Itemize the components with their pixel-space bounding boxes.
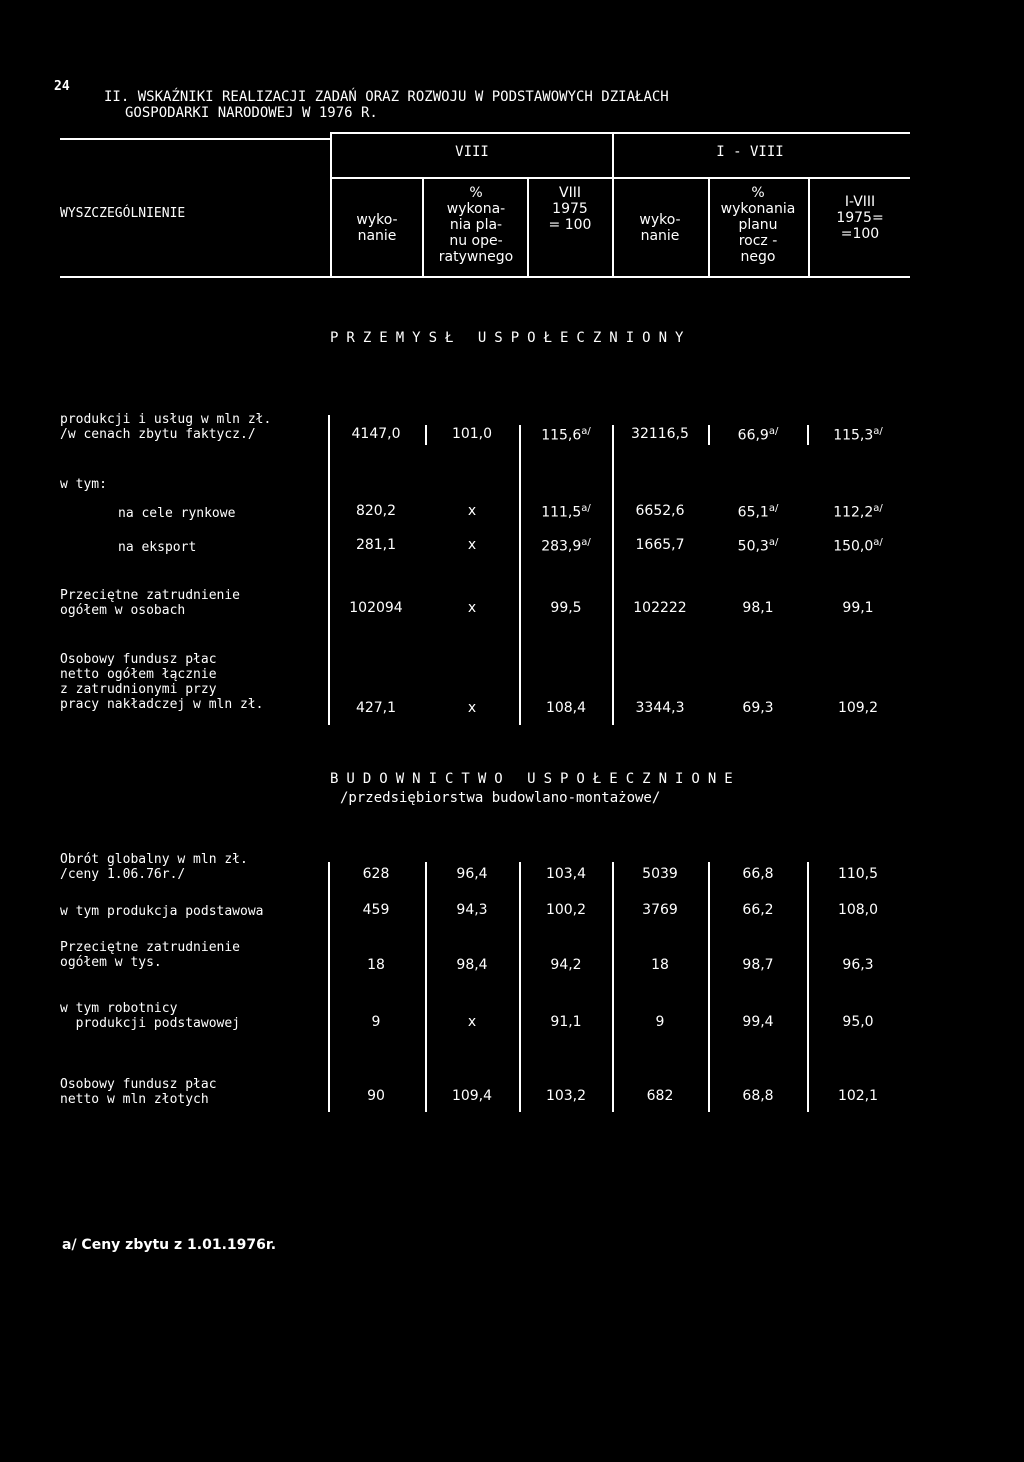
header-vline-group	[612, 132, 614, 278]
s1-row-label: na eksport	[118, 540, 197, 555]
s1-cell: $115,3^{a/}$	[833, 426, 883, 444]
s2-cell: 91,1	[550, 1014, 582, 1030]
header-c4: wyko- nanie	[639, 212, 681, 244]
s2-cell: 66,8	[742, 866, 774, 882]
s2-cell: 94,3	[456, 902, 488, 918]
s2-cell: 18	[651, 957, 669, 973]
s2-cell: 98,7	[742, 957, 774, 973]
s2-cell: 9	[655, 1014, 665, 1030]
s2-cell: 96,4	[456, 866, 488, 882]
page-title-line1: II. WSKAŹNIKI REALIZACJI ZADAŃ ORAZ ROZWOJU W PODSTAWOWYCH DZIAŁACH	[104, 89, 669, 105]
s2-row-label: w tym robotnicy produkcji podstawowej	[60, 1001, 241, 1031]
header-top-rule-left	[60, 138, 330, 140]
s1-cell: 3344,3	[635, 700, 685, 716]
s2-row-label: Przeciętne zatrudnienie ogółem w tys.	[60, 940, 241, 970]
s1-cell: $150,0^{a/}$	[833, 537, 883, 555]
s2-cell: 102,1	[837, 1088, 879, 1104]
s1-cell: $283,9^{a/}$	[541, 537, 591, 555]
s1-cell: 99,1	[842, 600, 874, 616]
s1-cell: $65,1^{a/}$	[737, 503, 779, 521]
s2-cell: 66,2	[742, 902, 774, 918]
s2-vline-3	[612, 862, 614, 1112]
header-c3: VIII 1975 = 100	[548, 185, 592, 233]
header-col-label: WYSZCZEGÓLNIENIE	[60, 206, 186, 221]
s1-cell: 32116,5	[631, 426, 689, 442]
s1-cell: x	[467, 600, 477, 616]
s1-cell: x	[467, 537, 477, 553]
s1-cell: $112,2^{a/}$	[833, 503, 883, 521]
s1-vline-0	[328, 415, 330, 725]
s1-cell: 4147,0	[351, 426, 401, 442]
s1-row-label: produkcji i usług w mln zł. /w cenach zbytu faktycz./	[60, 412, 272, 442]
s1-row-label: w tym:	[60, 477, 107, 492]
s2-row-label: w tym produkcja podstawowa	[60, 904, 264, 919]
header-vline-0	[330, 132, 332, 278]
s2-cell: 9	[371, 1014, 381, 1030]
s2-cell: 103,2	[545, 1088, 587, 1104]
s1-cell: $115,6^{a/}$	[541, 426, 591, 444]
s2-cell: 5039	[642, 866, 678, 882]
s2-vline-0	[328, 862, 330, 1112]
s1-cell: 108,4	[545, 700, 587, 716]
s2-cell: 68,8	[742, 1088, 774, 1104]
s2-vline-1	[425, 862, 427, 1112]
s1-vline-3	[612, 425, 614, 725]
s2-cell: 103,4	[545, 866, 587, 882]
header-c5: % wykonania planu rocz - nego	[720, 185, 796, 265]
s1-cell: 427,1	[355, 700, 397, 716]
header-c6: I-VIII 1975= =100	[836, 194, 884, 242]
s2-vline-2	[519, 862, 521, 1112]
s2-row-label: Osobowy fundusz płac netto w mln złotych	[60, 1077, 217, 1107]
s1-row-label: Osobowy fundusz płac netto ogółem łącznie z zatrudnionymi przy pracy nakładczej w mln zł.	[60, 652, 264, 712]
s1-vline-2	[519, 425, 521, 725]
s1-cell: 98,1	[742, 600, 774, 616]
s2-cell: 682	[646, 1088, 674, 1104]
s1-cell: 109,2	[837, 700, 879, 716]
s1-cell: 281,1	[355, 537, 397, 553]
s2-cell: 109,4	[451, 1088, 493, 1104]
s1-cell: 101,0	[451, 426, 493, 442]
s1-cell: 99,5	[550, 600, 582, 616]
s1-row-label: Przeciętne zatrudnienie ogółem w osobach	[60, 588, 241, 618]
s2-cell: 3769	[642, 902, 678, 918]
header-top-rule	[330, 132, 910, 134]
s2-cell: 90	[367, 1088, 385, 1104]
header-group-i-viii: I - VIII	[716, 144, 784, 160]
s2-cell: 94,2	[550, 957, 582, 973]
s2-cell: 459	[362, 902, 390, 918]
s2-cell: 100,2	[545, 902, 587, 918]
s2-vline-4	[708, 862, 710, 1112]
s2-cell: 95,0	[842, 1014, 874, 1030]
header-group-viii: VIII	[455, 144, 489, 160]
s1-cell: x	[467, 503, 477, 519]
s1-cell: 6652,6	[635, 503, 685, 519]
s2-row-label: Obrót globalny w mln zł. /ceny 1.06.76r./	[60, 852, 248, 882]
s1-cell: $50,3^{a/}$	[737, 537, 779, 555]
s2-vline-5	[807, 862, 809, 1112]
footnote: a/ Ceny zbytu z 1.01.1976r.	[62, 1237, 277, 1253]
s2-cell: 96,3	[842, 957, 874, 973]
s2-cell: x	[467, 1014, 477, 1030]
header-bottom-rule	[60, 276, 910, 278]
s1-cell: 102222	[633, 600, 687, 616]
s2-cell: 98,4	[456, 957, 488, 973]
s2-cell: 99,4	[742, 1014, 774, 1030]
section2-title: BUDOWNICTWO USPOŁECZNIONE	[330, 771, 741, 787]
s1-cell: 1665,7	[635, 537, 685, 553]
section2-subtitle: /przedsiębiorstwa budowlano-montażowe/	[340, 790, 661, 806]
header-mid-rule	[330, 177, 910, 179]
s1-cell: 820,2	[355, 503, 397, 519]
s2-cell: 110,5	[837, 866, 879, 882]
page-title-line2: GOSPODARKI NARODOWEJ W 1976 R.	[125, 105, 378, 121]
s1-cell: $66,9^{a/}$	[737, 426, 779, 444]
header-c1: wyko- nanie	[356, 212, 398, 244]
header-c2: % wykona- nia pla- nu ope- ratywnego	[438, 185, 514, 265]
s1-cell: 69,3	[742, 700, 774, 716]
s1-row-label: na cele rynkowe	[118, 506, 236, 521]
s1-cell: $111,5^{a/}$	[541, 503, 591, 521]
s2-cell: 18	[367, 957, 385, 973]
s1-cell: 102094	[349, 600, 403, 616]
page-number: 24	[54, 79, 70, 94]
s2-cell: 108,0	[837, 902, 879, 918]
s2-cell: 628	[362, 866, 390, 882]
section1-title: PRZEMYSŁ USPOŁECZNIONY	[330, 330, 692, 346]
s1-cell: x	[467, 700, 477, 716]
